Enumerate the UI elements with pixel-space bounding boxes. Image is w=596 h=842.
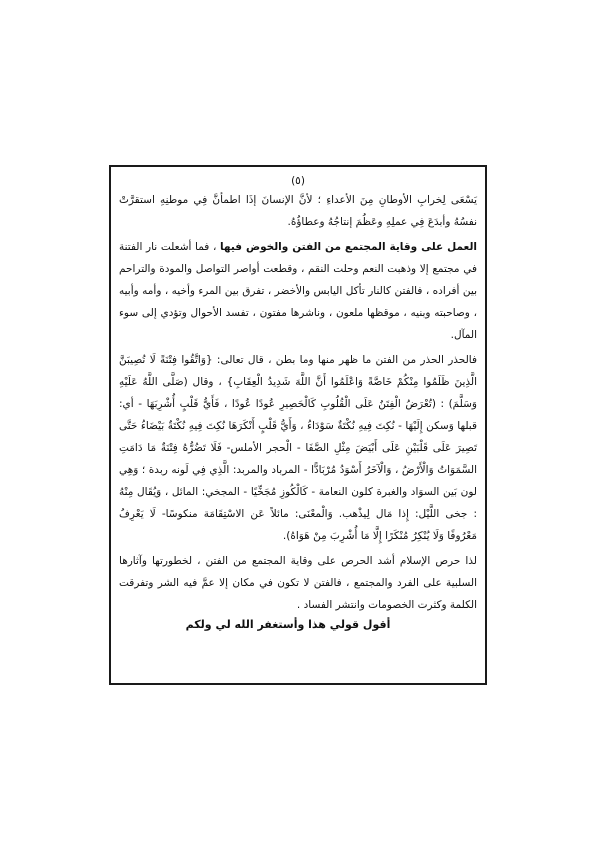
paragraph-hadith-text: فالحذر الحذر من الفتن ما ظهر منها وما بطن ، قال تعالى: {وَاتَّقُوا فِتْنَةً لَا تُصِيبَنَّ الَّذِينَ ظَلَمُوا مِنْكُمْ خَاصَّةً وَاعْلَمُوا أَنَّ اللَّهَ شَدِيدُ الْعِقَابِ} ، وقال (صَلَّى اللَّهُ عَلَيْهِ وَسَلَّمَ) : (تُعْرَضُ الْفِتَنُ عَلَى الْقُلُوبِ كَالْحَصِيرِ عُودًا عُودًا ، فَأَيُّ قَلْبٍ أُشْرِبَهَا - أي: قبلها وَسكن إِلَيْهَا - نُكِتَ فِيهِ نُكْتَةٌ سَوْدَاءُ ، وَأَيُّ قَلْبٍ أَنْكَرَهَا نُكِتَ فِيهِ نُكْتَةٌ بَيْضَاءُ حَتَّى تَصِيرَ عَلَى قَلْبَيْنِ عَلَى أَبْيَضَ مِثْلِ الصَّفَا - الْحجر الأملس- فَلَا تَضُرُّهُ فِتْنَةٌ مَا دَامَتِ السَّمَوَاتُ وَالْأَرْضُ ، وَالْآخَرُ أَسْوَدُ مُرْبَادًّا - المرباد والمربد: الَّذِي فِي لَونه ربدة ؛ وَهِي لون بَين السوَاد والغبرة كلون النعامة - كَالْكُوزِ مُجَخِّيًا - المجخي: المائل ، وَيُقَال مِنْهُ : جخى اللَّيْل: إِذا مَال لِيذْهب. وَالْمعْنَى: مائلاً عَن الاسْتِقَامَة منكوسًا- لَا يَعْرِفُ مَعْرُوفًا وَلَا يُنْكِرُ مُنْكَرًا إِلَّا مَا أُشْرِبَ مِنْ هَوَاهُ). — [119, 354, 477, 542]
paragraph-hadith — [119, 349, 477, 547]
paragraph-conclusion — [119, 550, 477, 616]
paragraph-intro-text: يَسْعَى لِخرابِ الأوطانِ مِنَ الأعداءِ ؛ لأنَّ الإنسانَ إذَا اطمأنَّ فِي موطنِهِ استقرَّتْ نفسُهُ وأبدَعَ فِي عملِهِ وعَظُمَ إنتاجُهُ وعطاؤُهُ. — [119, 194, 477, 228]
paragraph-prevention — [119, 236, 477, 346]
paragraph-conclusion-text: لذا حرص الإسلام أشد الحرص على وقاية المجتمع من الفتن ، لخطورتها وآثارها السلبية على الفرد والمجتمع ، فالفتن لا تكون في مكان إلا عمَّ فيه الشر وتفرقت الكلمة وكثرت الخصومات وانتشر الفساد . — [119, 555, 477, 611]
paragraph-intro — [119, 189, 477, 233]
section-heading: العمل على وقاية المجتمع من الفتن والخوض فيها — [219, 241, 477, 253]
closing-line: أقول قولي هذا وأستغفر الله لي ولكم — [185, 618, 391, 631]
page-frame — [109, 165, 487, 685]
page-number: (٥) — [291, 175, 305, 187]
paragraph-prevention-text: ، فما أشعلت نار الفتنة في مجتمع إلا وذهبت النعم وحلت النقم ، وقطعت أواصر التواصل والمودة والتراحم بين أفراده ، فالفتن كالنار تأكل اليابس والأخضر ، تفرق بين المرء وأخيه ، وأمه وأبيه ، وصاحبته وبنيه ، موقظها ملعون ، وناشرها مفتون ، تفسد الأحوال وتؤدي إلى سوء المآل. — [119, 241, 477, 341]
